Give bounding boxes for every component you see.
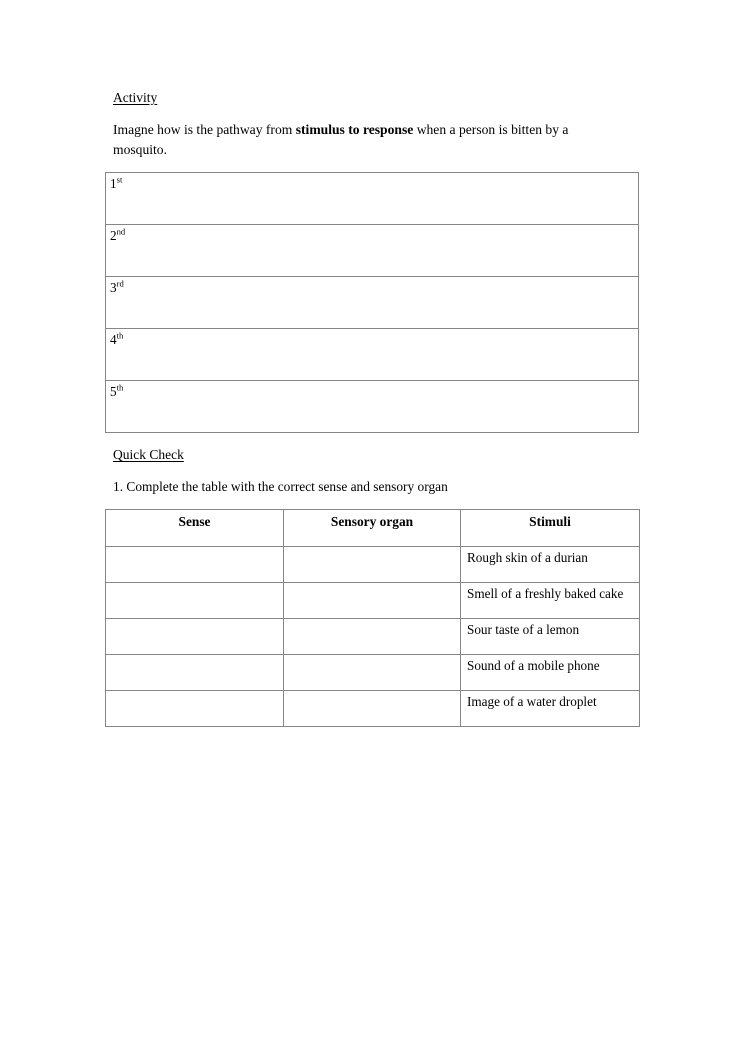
sensory-organ-cell-5[interactable] <box>284 691 461 727</box>
pathway-steps-table <box>105 172 639 433</box>
stimuli-cell-2: Smell of a freshly baked cake <box>461 583 640 619</box>
table-row <box>106 173 639 225</box>
activity-heading: Activity <box>113 90 158 105</box>
table-row <box>106 277 639 329</box>
sensory-organ-cell-1[interactable] <box>284 547 461 583</box>
instruction-text-tail: when a person is bitten by a mosquito. <box>113 122 569 157</box>
column-header-sense: Sense <box>106 510 284 547</box>
step-suffix-2: nd <box>116 226 126 237</box>
step-number-4: 4 <box>110 332 117 347</box>
step-number-2: 2 <box>110 228 117 243</box>
sense-cell-1[interactable] <box>106 547 284 583</box>
table-row <box>106 225 639 277</box>
sense-cell-5[interactable] <box>106 691 284 727</box>
stimuli-cell-1: Rough skin of a durian <box>461 547 640 583</box>
sense-cell-2[interactable] <box>106 583 284 619</box>
step-number-3: 3 <box>110 280 117 295</box>
step-cell-4[interactable] <box>106 329 639 381</box>
sensory-organ-cell-2[interactable] <box>284 583 461 619</box>
step-cell-5[interactable] <box>106 381 639 433</box>
step-suffix-5: th <box>116 382 124 393</box>
sense-cell-4[interactable] <box>106 655 284 691</box>
instruction-bold-phrase: stimulus to response <box>295 122 414 137</box>
sensory-organ-cell-4[interactable] <box>284 655 461 691</box>
stimuli-cell-5: Image of a water droplet <box>461 691 640 727</box>
step-suffix-1: st <box>116 174 123 185</box>
table-row <box>106 583 640 619</box>
table-header-row <box>106 510 640 547</box>
table-row <box>106 547 640 583</box>
table-row <box>106 329 639 381</box>
step-suffix-3: rd <box>116 278 124 289</box>
step-cell-1[interactable] <box>106 173 639 225</box>
table-row <box>106 619 640 655</box>
step-number-1: 1 <box>110 176 117 191</box>
instruction-text-lead: Imagne how is the pathway from <box>113 122 296 137</box>
stimuli-cell-4: Sound of a mobile phone <box>461 655 640 691</box>
quick-check-question: 1. Complete the table with the correct sense and sensory organ <box>113 479 448 494</box>
stimuli-cell-3: Sour taste of a lemon <box>461 619 640 655</box>
sense-cell-3[interactable] <box>106 619 284 655</box>
step-suffix-4: th <box>116 330 124 341</box>
table-row <box>106 381 639 433</box>
step-number-5: 5 <box>110 384 117 399</box>
table-row <box>106 655 640 691</box>
column-header-sensory-organ: Sensory organ <box>284 510 461 547</box>
sensory-organ-cell-3[interactable] <box>284 619 461 655</box>
table-row <box>106 691 640 727</box>
activity-instruction <box>113 120 625 159</box>
column-header-stimuli: Stimuli <box>461 510 640 547</box>
senses-table <box>105 509 640 727</box>
step-cell-3[interactable] <box>106 277 639 329</box>
step-cell-2[interactable] <box>106 225 639 277</box>
quick-check-heading: Quick Check <box>113 447 184 462</box>
